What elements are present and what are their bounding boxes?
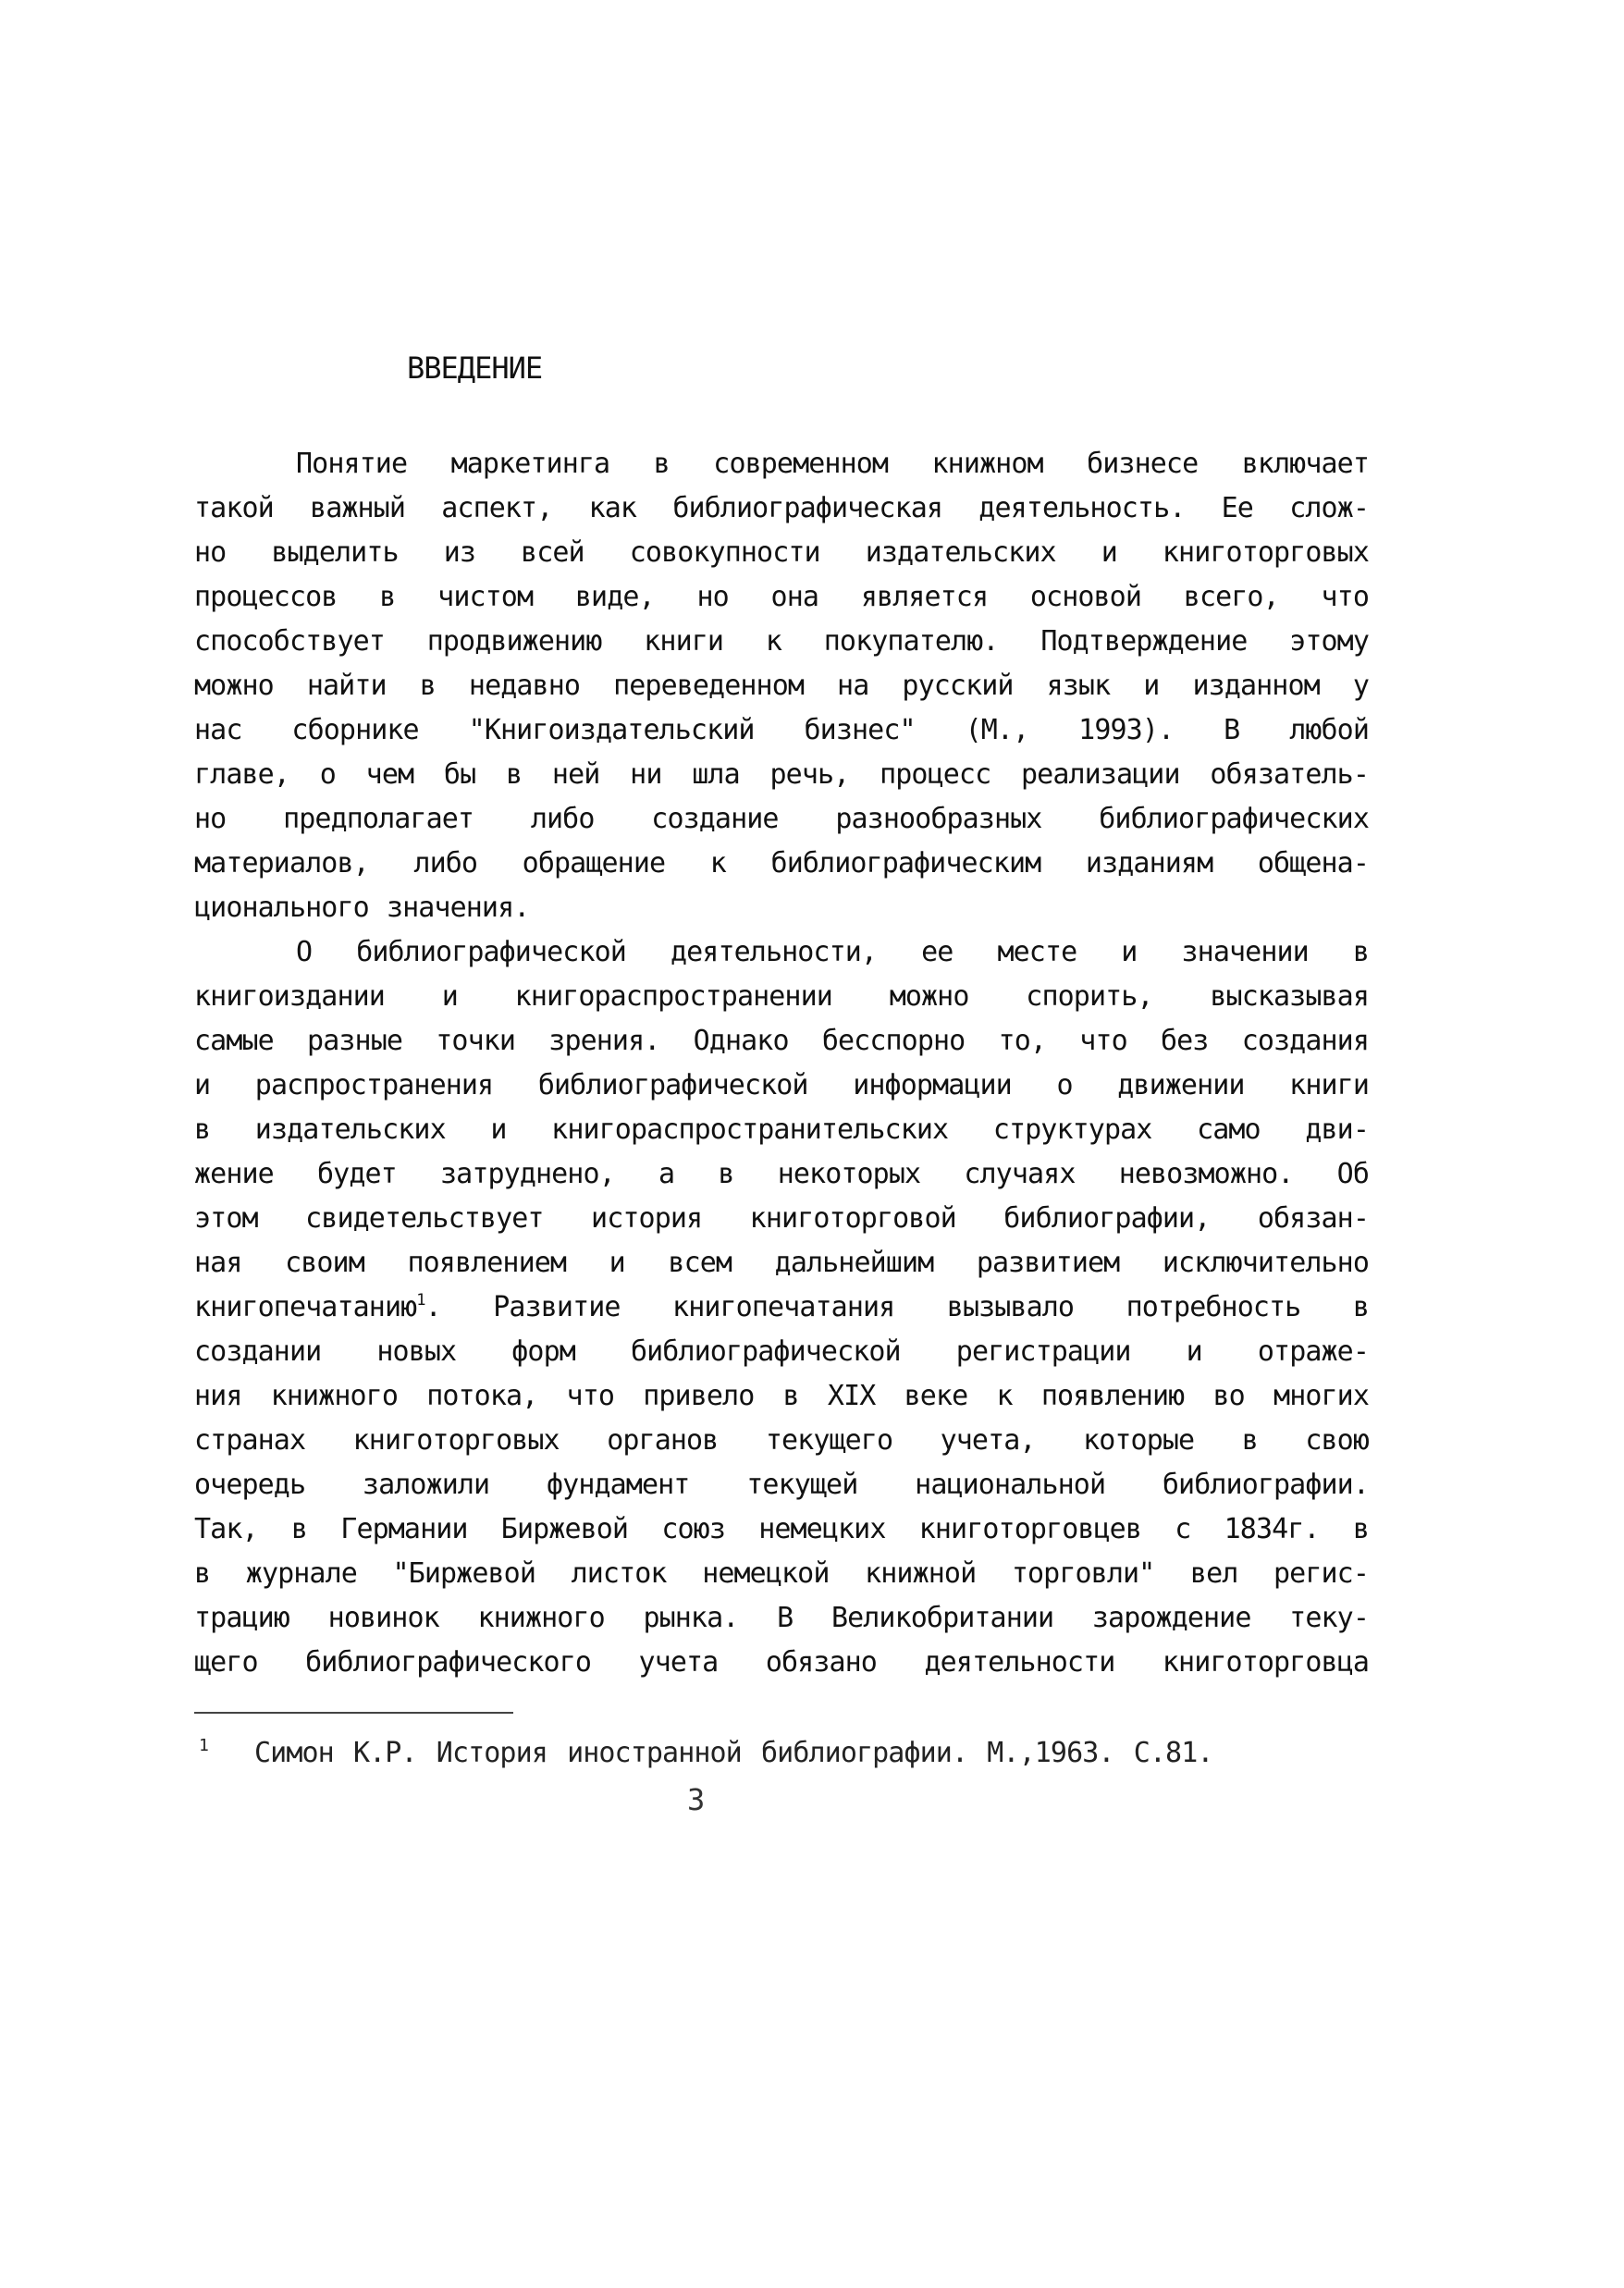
footnote-reference[interactable]: 1: [416, 1291, 425, 1310]
text-line: и распространения библиографической информации о движении книги: [194, 1069, 1369, 1101]
text-line: книгоиздании и книгораспространении можно спорить, высказывая: [194, 980, 1369, 1013]
footnote: 1 Симон К.Р. История иностранной библиографии. М.,1963. С.81.: [199, 1736, 1213, 1769]
text-line: ная своим появлением и всем дальнейшим развитием исключительно: [194, 1247, 1369, 1279]
text-line: самые разные точки зрения. Однако бесспорно то, что без создания: [194, 1025, 1369, 1057]
text-line: О библиографической деятельности, ее месте и значении в: [296, 936, 1369, 968]
text-line: создании новых форм библиографической регистрации и отраже-: [194, 1335, 1369, 1368]
text-line: можно найти в недавно переведенном на русский язык и изданном у: [194, 670, 1369, 702]
text-line: такой важный аспект, как библиографическая деятельность. Ее слож-: [194, 492, 1369, 524]
text-line: в издательских и книгораспространительских структурах само дви-: [194, 1113, 1369, 1146]
text-line: ния книжного потока, что привело в XIX веке к появлению во многих: [194, 1380, 1369, 1412]
footnote-text: Симон К.Р. История иностранной библиографии. М.,1963. С.81.: [254, 1737, 1213, 1769]
text-line: щего библиографического учета обязано деятельности книготорговца: [194, 1646, 1369, 1679]
footnote-divider: [194, 1712, 513, 1714]
text-line: Понятие маркетинга в современном книжном бизнесе включает: [296, 448, 1369, 480]
text-line: главе, о чем бы в ней ни шла речь, процесс реализации обязатель-: [194, 758, 1369, 791]
text-line: Так, в Германии Биржевой союз немецких книготорговцев с 1834г. в: [194, 1513, 1369, 1545]
text-line: нас сборнике "Книгоиздательский бизнес" (М., 1993). В любой: [194, 714, 1369, 746]
body-text: [194, 442, 1369, 1685]
text-line: но выделить из всей совокупности издательских и книготорговых: [194, 536, 1369, 569]
text-line: этом свидетельствует история книготорговой библиографии, обязан-: [194, 1202, 1369, 1235]
text-line: но предполагает либо создание разнообразных библиографических: [194, 803, 1369, 835]
text-line: в журнале "Биржевой листок немецкой книжной торговли" вел регис-: [194, 1557, 1369, 1590]
text-line: материалов, либо обращение к библиографическим изданиям общена-: [194, 847, 1369, 880]
text-line: ционального значения.: [194, 892, 530, 924]
text-line: странах книготорговых органов текущего учета, которые в свою: [194, 1424, 1369, 1457]
text-line: способствует продвижению книги к покупателю. Подтверждение этому: [194, 625, 1369, 658]
text-line: трацию новинок книжного рынка. В Великобритании зарождение теку-: [194, 1602, 1369, 1634]
text-line: жение будет затруднено, а в некоторых случаях невозможно. Об: [194, 1158, 1369, 1190]
text-line: процессов в чистом виде, но она является основой всего, что: [194, 581, 1369, 613]
text-line-with-footnote-ref: [194, 1285, 1369, 1330]
text-segment: книгопечатанию: [194, 1291, 417, 1323]
text-segment: . Развитие книгопечатания вызывало потребность в: [424, 1291, 1369, 1323]
page-title: ВВЕДЕНИЕ: [407, 351, 543, 386]
text-line: очередь заложили фундамент текущей национальной библиографии.: [194, 1469, 1369, 1501]
page-number: 3: [687, 1782, 706, 1817]
